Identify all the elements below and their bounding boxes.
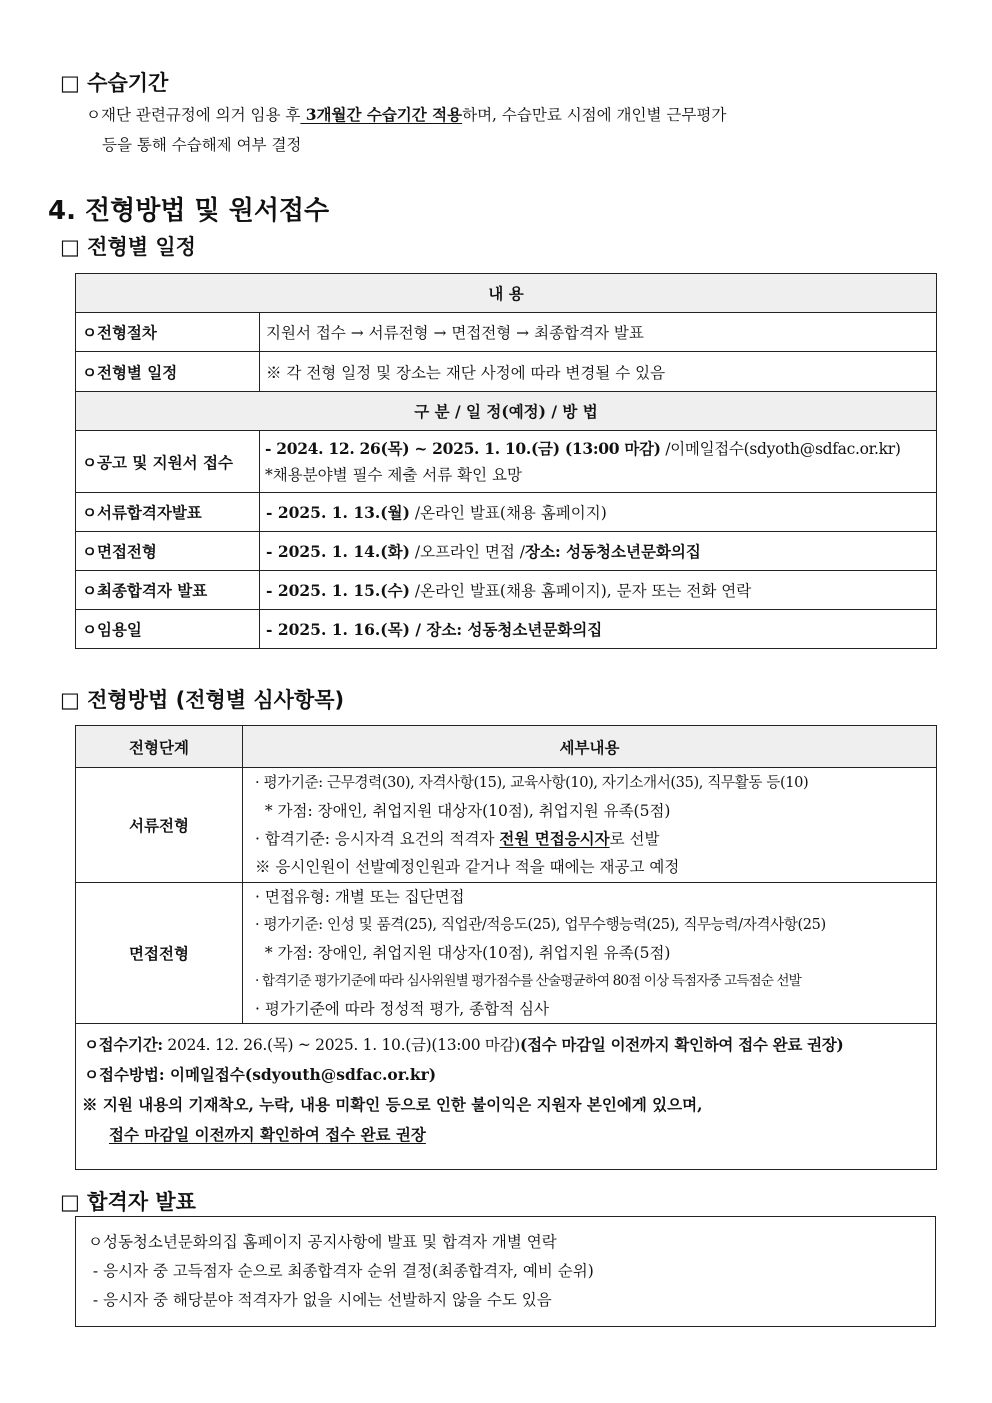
probation-line-2: 등을 통해 수습해제 여부 결정 xyxy=(102,136,302,154)
doc-pass-post: 로 선발 xyxy=(609,830,660,848)
announce-dates: - 2024. 12. 26(목) ~ 2025. 1. 10.(금) (13:00 마감) xyxy=(265,438,661,458)
application-period xyxy=(84,1030,928,1060)
row-label-announce: ㅇ공고 및 지원서 접수 xyxy=(76,431,260,493)
application-info xyxy=(76,1024,937,1170)
table-row xyxy=(76,493,937,532)
row-value-schedule: ※ 각 전형 일정 및 장소는 재단 사정에 따라 변경될 수 있음 xyxy=(260,352,937,392)
row-label-final: ㅇ최종합격자 발표 xyxy=(76,571,260,610)
result-line-1: ㅇ성동청소년문화의집 홈페이지 공지사항에 발표 및 합격자 개별 연락 xyxy=(88,1233,557,1251)
schedule-table xyxy=(75,273,937,649)
int-pass: · 합격기준 평가기준에 따라 심사위원별 평가점수를 산술평균하여 80점 이상 득점자중 고득점순 선발 xyxy=(255,973,801,989)
announce-method: /이메일접수(sdyoth@sdfac.or.kr) xyxy=(660,439,901,458)
probation-line-1-post: 하며, 수습만료 시점에 개인별 근무평가 xyxy=(462,106,727,124)
section-4-heading: 4. 전형방법 및 원서접수 xyxy=(48,196,330,226)
table-row xyxy=(76,313,937,352)
method-table xyxy=(75,725,937,1170)
stage-document-details xyxy=(243,768,937,883)
final-method: /온라인 발표(채용 홈페이지), 문자 또는 전화 연락 xyxy=(409,582,752,600)
stage-interview: 면접전형 xyxy=(76,883,243,1024)
final-date: - 2025. 1. 15.(수) xyxy=(266,581,410,600)
probation-period-highlight: 3개월간 수습기간 적용 xyxy=(300,105,463,124)
doc-result-date: - 2025. 1. 13.(월) xyxy=(266,503,410,522)
int-type: · 면접유형: 개별 또는 집단면접 xyxy=(255,888,465,906)
row-value-interview xyxy=(260,532,937,571)
table-row xyxy=(76,883,937,1024)
row-value-announce xyxy=(260,431,937,493)
table-row xyxy=(76,768,937,883)
stage-interview-details xyxy=(243,883,937,1024)
doc-repost-note: ※ 응시인원이 선발예정인원과 같거나 적을 때에는 재공고 예정 xyxy=(255,858,680,876)
row-label-appoint: ㅇ임용일 xyxy=(76,610,260,649)
int-bonus: * 가점: 장애인, 취업지원 대상자(10점), 취업지원 유족(5점) xyxy=(255,944,671,962)
row-label-doc-result: ㅇ서류합격자발표 xyxy=(76,493,260,532)
result-line-3: - 응시자 중 해당분야 적격자가 없을 시에는 선발하지 않을 수도 있음 xyxy=(88,1291,552,1309)
doc-bonus: * 가점: 장애인, 취업지원 대상자(10점), 취업지원 유족(5점) xyxy=(255,802,671,820)
table-row xyxy=(76,431,937,493)
notice-line-2: 접수 마감일 이전까지 확인하여 접수 완료 권장 xyxy=(109,1125,426,1144)
period-recommend: (접수 마감일 이전까지 확인하여 접수 완료 권장) xyxy=(520,1035,844,1054)
application-method xyxy=(84,1060,928,1090)
method-label: ㅇ접수방법: xyxy=(84,1065,165,1084)
probation-line-1 xyxy=(86,103,726,125)
row-value-procedure: 지원서 접수 → 서류전형 → 면접전형 → 최종합격자 발표 xyxy=(260,313,937,352)
row-label-interview: ㅇ면접전형 xyxy=(76,532,260,571)
doc-result-method: /온라인 발표(채용 홈페이지) xyxy=(409,504,607,522)
doc-pass-highlight: 전원 면접응시자 xyxy=(499,829,610,848)
doc-pass-pre: · 합격기준: 응시자격 요건의 적격자 xyxy=(255,830,500,848)
stage-document: 서류전형 xyxy=(76,768,243,883)
row-label-schedule: ㅇ전형별 일정 xyxy=(76,352,260,392)
result-box xyxy=(75,1216,936,1327)
probation-heading: □ 수습기간 xyxy=(60,71,169,95)
interview-date: - 2025. 1. 14.(화) xyxy=(266,542,410,561)
interview-method: /오프라인 면접 / xyxy=(409,543,526,561)
schedule-header-content: 내 용 xyxy=(76,274,937,313)
row-value-doc-result xyxy=(260,493,937,532)
table-row xyxy=(76,571,937,610)
row-value-final xyxy=(260,571,937,610)
period-label: ㅇ접수기간: xyxy=(84,1035,163,1054)
table-row xyxy=(76,532,937,571)
result-line-2: - 응시자 중 고득점자 순으로 최종합격자 순위 결정(최종합격자, 예비 순위) xyxy=(88,1262,594,1280)
announce-note: *채용분야별 필수 제출 서류 확인 요망 xyxy=(265,465,522,484)
table-row xyxy=(76,610,937,649)
result-heading: □ 합격자 발표 xyxy=(60,1190,196,1214)
table-row xyxy=(76,352,937,392)
period-text: 2024. 12. 26.(목) ~ 2025. 1. 10.(금)(13:00 마감) xyxy=(162,1036,521,1054)
probation-line-1-pre: ㅇ재단 관련규정에 의거 임용 후 xyxy=(86,106,301,124)
method-col-detail: 세부내용 xyxy=(243,726,937,768)
int-qualitative: · 평가기준에 따라 정성적 평가, 종합적 심사 xyxy=(255,1000,549,1018)
schedule-header-category: 구 분 / 일 정(예정) / 방 법 xyxy=(76,392,937,431)
doc-criteria: · 평가기준: 근무경력(30), 자격사항(15), 교육사항(10), 자기소개서(35), 직무활동 등(10) xyxy=(255,774,809,791)
row-label-procedure: ㅇ전형절차 xyxy=(76,313,260,352)
int-criteria: · 평가기준: 인성 및 품격(25), 직업관/적응도(25), 업무수행능력(25), 직무능력/자격사항(25) xyxy=(255,916,826,933)
notice-line-1: ※ 지원 내용의 기재착오, 누락, 내용 미확인 등으로 인한 불이익은 지원자 본인에게 있으며, xyxy=(82,1095,703,1114)
method-email: 이메일접수(sdyouth@sdfac.or.kr) xyxy=(164,1065,437,1084)
schedule-heading: □ 전형별 일정 xyxy=(60,235,196,259)
row-value-appoint: - 2025. 1. 16.(목) / 장소: 성동청소년문화의집 xyxy=(260,610,937,649)
interview-location: 장소: 성동청소년문화의집 xyxy=(525,542,701,561)
method-heading: □ 전형방법 (전형별 심사항목) xyxy=(60,688,345,712)
method-col-stage: 전형단계 xyxy=(76,726,243,768)
